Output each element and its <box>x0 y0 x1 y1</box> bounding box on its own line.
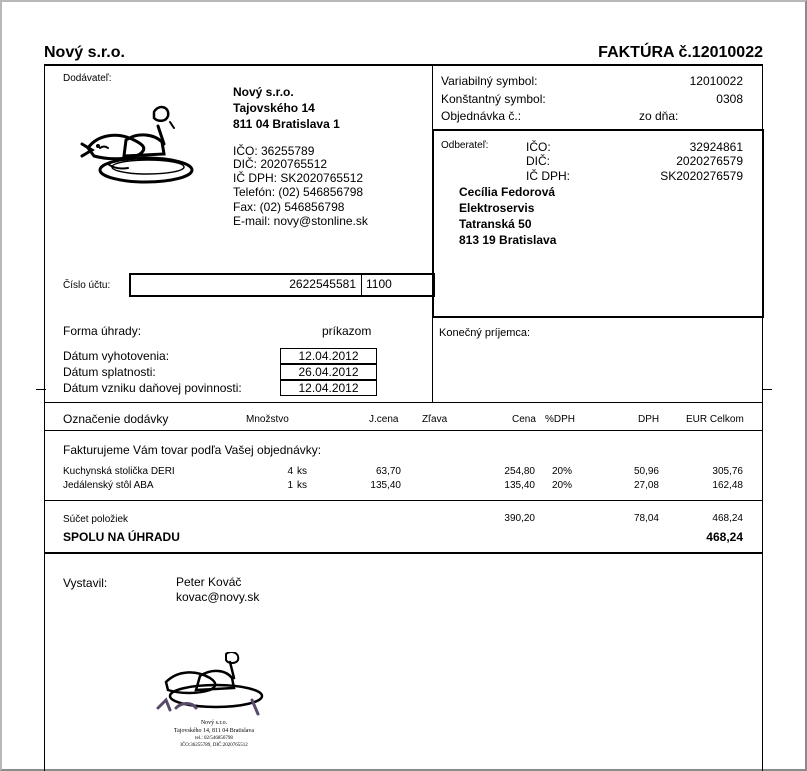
stamp-line-3: tel.: 02/546856798 <box>195 736 233 741</box>
vyhotovenie-value: 12.04.2012 <box>280 348 377 364</box>
supplier-ico: IČO: 36255789 <box>233 144 315 158</box>
th-cena: Cena <box>512 414 536 425</box>
supplier-street: Tajovského 14 <box>233 101 315 115</box>
th-celkom: EUR Celkom <box>686 414 744 425</box>
th-dph: DPH <box>638 414 660 425</box>
spolu-value: 468,24 <box>706 530 743 544</box>
vyhotovenie-label: Dátum vyhotovenia: <box>63 349 170 363</box>
supplier-phone: Telefón: (02) 546856798 <box>233 185 364 199</box>
supplier-name: Nový s.r.o. <box>233 85 294 99</box>
zo-dna-label: zo dňa: <box>639 109 679 123</box>
customer-ico-label: IČO: <box>526 140 551 154</box>
row2-dph: 27,08 <box>633 480 659 491</box>
account-divider <box>361 275 362 295</box>
th-jcena: J.cena <box>369 414 399 425</box>
sucet-celkom: 468,24 <box>712 513 743 524</box>
spolu-label: SPOLU NA ÚHRADU <box>63 530 180 544</box>
row1-cena: 254,80 <box>504 466 535 477</box>
th-dph-pct: %DPH <box>545 414 576 425</box>
row1-name: Kuchynská stolička DERI <box>63 466 175 477</box>
row2-jcena: 135,40 <box>370 480 401 491</box>
header-company: Nový s.r.o. <box>44 44 125 61</box>
right-border-lower <box>762 552 763 771</box>
row2-name: Jedálenský stôl ABA <box>63 480 154 491</box>
left-border <box>44 64 45 771</box>
customer-ico-value: 32924861 <box>689 140 743 154</box>
table-body-rule <box>44 500 763 501</box>
vystavil-label: Vystavil: <box>63 576 108 590</box>
forma-label: Forma úhrady: <box>63 324 142 338</box>
sucet-cena: 390,20 <box>504 513 535 524</box>
row2-unit: ks <box>297 480 307 491</box>
supplier-fax: Fax: (02) 546856798 <box>233 200 345 214</box>
totals-bottom-rule <box>44 552 763 554</box>
supplier-label: Dodávateľ: <box>63 73 112 84</box>
customer-dic-label: DIČ: <box>526 154 550 168</box>
supplier-dic: DIČ: 2020765512 <box>233 157 328 171</box>
customer-dic-value: 2020276579 <box>676 154 743 168</box>
splatnost-label: Dátum splatnosti: <box>63 365 156 379</box>
customer-label: Odberateľ: <box>441 140 489 151</box>
forma-value: príkazom <box>322 324 372 338</box>
account-number: 2622545581 <box>289 277 356 291</box>
row1-celkom: 305,76 <box>712 466 743 477</box>
account-bank-code: 1100 <box>366 277 392 291</box>
customer-company: Elektroservis <box>459 201 535 215</box>
row1-jcena: 63,70 <box>375 466 401 477</box>
chef-logo-icon <box>78 104 196 188</box>
stamp-line-1: Nový s.r.o. <box>200 720 228 726</box>
company-stamp-icon <box>156 652 272 752</box>
table-header-rule <box>44 430 763 431</box>
konstantny-label: Konštantný symbol: <box>441 92 546 106</box>
account-label: Číslo účtu: <box>63 280 111 291</box>
row1-qty: 4 <box>287 466 293 477</box>
row1-dph: 50,96 <box>633 466 659 477</box>
sucet-dph: 78,04 <box>633 513 659 524</box>
stamp-line-4: IČO:36255789, DIČ:2020765512 <box>180 743 248 748</box>
customer-name: Cecília Fedorová <box>459 185 556 199</box>
dan-value: 12.04.2012 <box>280 380 377 396</box>
table-top-rule <box>44 402 763 403</box>
issuer-name: Peter Kováč <box>176 575 242 589</box>
variabilny-value: 12010022 <box>689 74 743 88</box>
top-rule <box>44 64 763 66</box>
supplier-icdph: IČ DPH: SK2020765512 <box>233 171 364 185</box>
row2-cena: 135,40 <box>504 480 535 491</box>
konecny-prijemca-label: Konečný príjemca: <box>439 327 531 339</box>
supplier-city: 811 04 Bratislava 1 <box>233 117 340 131</box>
row1-dph-pct: 20% <box>552 466 573 477</box>
row2-dph-pct: 20% <box>552 480 573 491</box>
row2-qty: 1 <box>287 480 293 491</box>
customer-city: 813 19 Bratislava <box>459 233 557 247</box>
variabilny-label: Variabilný symbol: <box>441 74 538 88</box>
objednavka-label: Objednávka č.: <box>441 109 522 123</box>
table-intro: Fakturujeme Vám tovar podľa Vašej objednávky: <box>63 443 322 457</box>
th-oznacenie: Označenie dodávky <box>63 412 169 426</box>
customer-icdph-label: IČ DPH: <box>526 169 571 183</box>
fold-mark-left <box>36 389 46 390</box>
customer-street: Tatranská 50 <box>459 217 532 231</box>
issuer-email: kovac@novy.sk <box>176 590 260 604</box>
invoice-title: FAKTÚRA č.12010022 <box>598 44 763 61</box>
fold-mark-right <box>762 389 772 390</box>
splatnost-value: 26.04.2012 <box>280 364 377 380</box>
row1-unit: ks <box>297 466 307 477</box>
supplier-email: E-mail: novy@stonline.sk <box>233 214 368 228</box>
th-mnozstvo: Množstvo <box>246 414 289 425</box>
konstantny-value: 0308 <box>716 92 743 106</box>
th-zlava: Zľava <box>422 414 448 425</box>
sucet-label: Súčet položiek <box>63 514 129 525</box>
customer-icdph-value: SK2020276579 <box>660 169 743 183</box>
stamp-line-2: Tajovského 14, 811 04 Bratislava <box>173 728 255 734</box>
dan-label: Dátum vzniku daňovej povinnosti: <box>63 381 242 395</box>
row2-celkom: 162,48 <box>712 480 743 491</box>
